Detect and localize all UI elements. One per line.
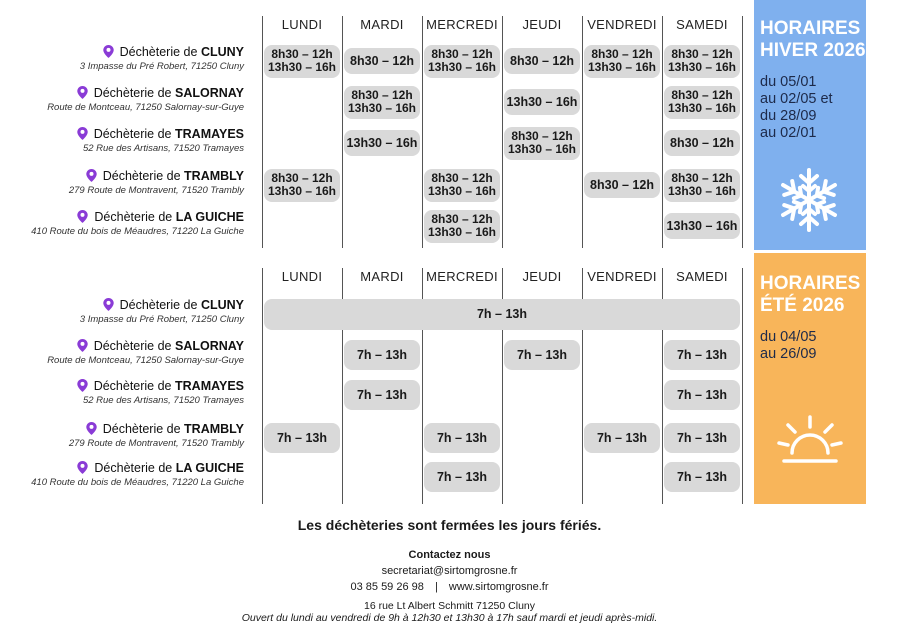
summer-hours-cell	[664, 462, 740, 492]
winter-site-label	[4, 169, 244, 196]
site-address: 410 Route du bois de Méaudres, 71220 La Guiche	[31, 477, 244, 488]
location-pin-icon	[86, 169, 97, 182]
site-town: CLUNY	[200, 298, 244, 312]
site-town: CLUNY	[200, 45, 244, 59]
contact-title: Contactez nous	[408, 549, 491, 561]
winter-panel	[754, 0, 866, 250]
summer-hours-cell	[344, 380, 420, 410]
hours-text: 8h30 – 12h	[590, 177, 654, 192]
hours-text: 7h – 13h	[516, 347, 568, 362]
site-name	[4, 86, 244, 100]
site-address: 279 Route de Montravent, 71520 Trambly	[68, 185, 244, 196]
summer-date: du 04/05	[760, 329, 817, 345]
winter-hours-cell	[424, 45, 500, 78]
hours-text: 8h30 – 12h	[671, 47, 733, 61]
winter-hours-cell	[664, 45, 740, 78]
winter-title-line2: HIVER 2026	[760, 40, 866, 61]
site-address: 3 Impasse du Pré Robert, 71250 Cluny	[79, 61, 244, 72]
hours-text: 8h30 – 12h	[350, 53, 414, 68]
site-prefix: Déchèterie de	[102, 169, 185, 183]
site-town: TRAMAYES	[175, 379, 244, 393]
site-name	[4, 422, 244, 436]
site-name	[4, 127, 244, 141]
winter-hours-cell	[584, 172, 660, 198]
site-address: 3 Impasse du Pré Robert, 71250 Cluny	[79, 314, 244, 325]
site-prefix: Déchèterie de	[93, 339, 175, 353]
winter-column-divider	[742, 16, 743, 248]
location-pin-icon	[77, 461, 88, 474]
contact-line	[0, 581, 899, 593]
hours-text: 8h30 – 12h	[511, 129, 573, 143]
site-name	[4, 169, 244, 183]
winter-hours-cell	[664, 213, 740, 239]
contact-website[interactable]: www.sirtomgrosne.fr	[448, 581, 549, 593]
winter-day-header: VENDREDI	[587, 17, 657, 32]
location-pin-icon	[77, 210, 88, 223]
winter-hours-cell	[264, 45, 340, 78]
summer-hours-cell	[424, 423, 500, 453]
location-pin-icon	[77, 127, 88, 140]
site-name	[4, 298, 244, 312]
site-town: TRAMBLY	[184, 422, 244, 436]
site-address: 52 Rue des Artisans, 71520 Tramayes	[82, 143, 244, 154]
summer-site-label	[4, 461, 244, 488]
hours-text: 13h30 – 16h	[427, 184, 497, 198]
hours-text: 8h30 – 12h	[351, 88, 413, 102]
hours-text: 8h30 – 12h	[671, 88, 733, 102]
contact-phone[interactable]: 03 85 59 26 98	[350, 581, 424, 593]
summer-hours-cell	[344, 340, 420, 370]
site-address: Route de Montceau, 71250 Salornay-sur-Guye	[47, 355, 244, 366]
snowflake-icon	[774, 165, 844, 235]
hours-text: 13h30 – 16h	[667, 101, 737, 115]
hours-text: 7h – 13h	[676, 347, 728, 362]
winter-hours-cell	[344, 86, 420, 119]
winter-hours-cell	[664, 86, 740, 119]
site-prefix: Déchèterie de	[94, 461, 176, 475]
contact-separator: |	[434, 581, 438, 593]
holiday-notice: Les déchèteries sont fermées les jours fériés.	[297, 517, 602, 533]
winter-column-divider	[582, 16, 583, 248]
winter-day-header: MARDI	[360, 17, 404, 32]
contact-email[interactable]: secretariat@sirtomgrosne.fr	[381, 565, 518, 577]
summer-site-label	[4, 339, 244, 366]
winter-hours-cell	[344, 130, 420, 156]
summer-hours-cell	[664, 423, 740, 453]
winter-hours-cell	[664, 169, 740, 202]
hours-text: 13h30 – 16h	[666, 218, 738, 233]
site-prefix: Déchèterie de	[119, 45, 201, 59]
winter-hours-cell	[264, 169, 340, 202]
site-address: 52 Rue des Artisans, 71520 Tramayes	[82, 395, 244, 406]
winter-day-header: JEUDI	[522, 17, 562, 32]
summer-title-line1: HORAIRES	[760, 273, 861, 294]
hours-text: 8h30 – 12h	[431, 212, 493, 226]
winter-column-divider	[342, 16, 343, 248]
summer-day-header: JEUDI	[522, 269, 562, 284]
summer-date: au 26/09	[760, 346, 817, 362]
winter-day-header: LUNDI	[281, 17, 323, 32]
winter-hours-cell	[584, 45, 660, 78]
winter-column-divider	[262, 16, 263, 248]
hours-text: 13h30 – 16h	[667, 60, 737, 74]
winter-day-header: MERCREDI	[426, 17, 498, 32]
summer-day-header: MARDI	[360, 269, 404, 284]
summer-title-line2: ÉTÉ 2026	[760, 295, 845, 316]
winter-title-line1: HORAIRES	[760, 18, 861, 39]
hours-text: 8h30 – 12h	[670, 135, 734, 150]
site-town: SALORNAY	[175, 86, 244, 100]
site-address: 410 Route du bois de Méaudres, 71220 La Guiche	[31, 226, 244, 237]
winter-hours-cell	[424, 210, 500, 243]
summer-day-header: MERCREDI	[426, 269, 498, 284]
winter-column-divider	[422, 16, 423, 248]
site-name	[4, 45, 244, 59]
hours-text: 13h30 – 16h	[587, 60, 657, 74]
site-town: LA GUICHE	[175, 210, 244, 224]
summer-cluny-allweek-cell	[264, 299, 740, 330]
sun-icon	[774, 413, 846, 485]
hours-text: 8h30 – 12h	[671, 171, 733, 185]
summer-day-header: VENDREDI	[587, 269, 657, 284]
office-hours: Ouvert du lundi au vendredi de 9h à 12h30 et 13h30 à 17h sauf mardi et jeudi après-midi.	[241, 612, 658, 624]
summer-column-divider	[262, 268, 263, 504]
hours-text: 13h30 – 16h	[507, 142, 577, 156]
site-town: LA GUICHE	[175, 461, 244, 475]
hours-text: 13h30 – 16h	[427, 60, 497, 74]
site-address: 279 Route de Montravent, 71520 Trambly	[68, 438, 244, 449]
site-prefix: Déchèterie de	[93, 86, 175, 100]
site-prefix: Déchèterie de	[119, 298, 201, 312]
summer-hours-cell	[664, 380, 740, 410]
winter-hours-cell	[504, 89, 580, 115]
hours-text: 7h – 13h	[476, 307, 528, 321]
summer-column-divider	[742, 268, 743, 504]
winter-site-label	[4, 127, 244, 154]
location-pin-icon	[86, 422, 97, 435]
summer-panel	[754, 253, 866, 504]
hours-text: 7h – 13h	[436, 469, 488, 484]
winter-hours-cell	[424, 169, 500, 202]
hours-text: 7h – 13h	[596, 430, 648, 445]
winter-date: au 02/05 et	[760, 91, 833, 107]
hours-text: 8h30 – 12h	[510, 53, 574, 68]
hours-text: 13h30 – 16h	[267, 60, 337, 74]
hours-text: 13h30 – 16h	[347, 101, 417, 115]
site-name	[4, 461, 244, 475]
winter-hours-cell	[664, 130, 740, 156]
hours-text: 7h – 13h	[436, 430, 488, 445]
hours-text: 13h30 – 16h	[427, 225, 497, 239]
summer-site-label	[4, 298, 244, 325]
winter-column-divider	[662, 16, 663, 248]
site-town: SALORNAY	[175, 339, 244, 353]
summer-hours-cell	[264, 423, 340, 453]
hours-text: 8h30 – 12h	[431, 47, 493, 61]
site-town: TRAMBLY	[184, 169, 244, 183]
office-address: 16 rue Lt Albert Schmitt 71250 Cluny	[363, 600, 535, 612]
winter-date: au 02/01	[760, 125, 817, 141]
summer-hours-cell	[584, 423, 660, 453]
winter-date: du 28/09	[760, 108, 817, 124]
hours-text: 7h – 13h	[676, 387, 728, 402]
winter-site-label	[4, 210, 244, 237]
summer-day-header: LUNDI	[281, 269, 323, 284]
location-pin-icon	[77, 339, 88, 352]
hours-text: 8h30 – 12h	[431, 171, 493, 185]
location-pin-icon	[103, 45, 114, 58]
hours-text: 8h30 – 12h	[271, 171, 333, 185]
summer-hours-cell	[664, 340, 740, 370]
hours-text: 7h – 13h	[276, 430, 328, 445]
hours-text: 8h30 – 12h	[591, 47, 653, 61]
hours-text: 13h30 – 16h	[667, 184, 737, 198]
winter-hours-cell	[504, 48, 580, 74]
hours-text: 7h – 13h	[676, 469, 728, 484]
hours-text: 7h – 13h	[356, 387, 408, 402]
hours-text: 13h30 – 16h	[346, 135, 418, 150]
hours-text: 7h – 13h	[356, 347, 408, 362]
winter-date: du 05/01	[760, 74, 817, 90]
winter-site-label	[4, 45, 244, 72]
hours-text: 13h30 – 16h	[506, 94, 578, 109]
hours-text: 8h30 – 12h	[271, 47, 333, 61]
site-prefix: Déchèterie de	[93, 127, 175, 141]
site-name	[4, 339, 244, 353]
site-prefix: Déchèterie de	[102, 422, 185, 436]
winter-column-divider	[502, 16, 503, 248]
summer-day-header: SAMEDI	[676, 269, 728, 284]
site-name	[4, 210, 244, 224]
summer-site-label	[4, 422, 244, 449]
location-pin-icon	[77, 379, 88, 392]
location-pin-icon	[77, 86, 88, 99]
summer-site-label	[4, 379, 244, 406]
location-pin-icon	[103, 298, 114, 311]
hours-text: 7h – 13h	[676, 430, 728, 445]
site-prefix: Déchèterie de	[94, 210, 176, 224]
hours-text: 13h30 – 16h	[267, 184, 337, 198]
summer-hours-cell	[424, 462, 500, 492]
winter-hours-cell	[344, 48, 420, 74]
summer-hours-cell	[504, 340, 580, 370]
site-town: TRAMAYES	[175, 127, 244, 141]
winter-day-header: SAMEDI	[676, 17, 728, 32]
winter-site-label	[4, 86, 244, 113]
site-name	[4, 379, 244, 393]
site-address: Route de Montceau, 71250 Salornay-sur-Guye	[47, 102, 244, 113]
winter-hours-cell	[504, 127, 580, 160]
site-prefix: Déchèterie de	[93, 379, 175, 393]
